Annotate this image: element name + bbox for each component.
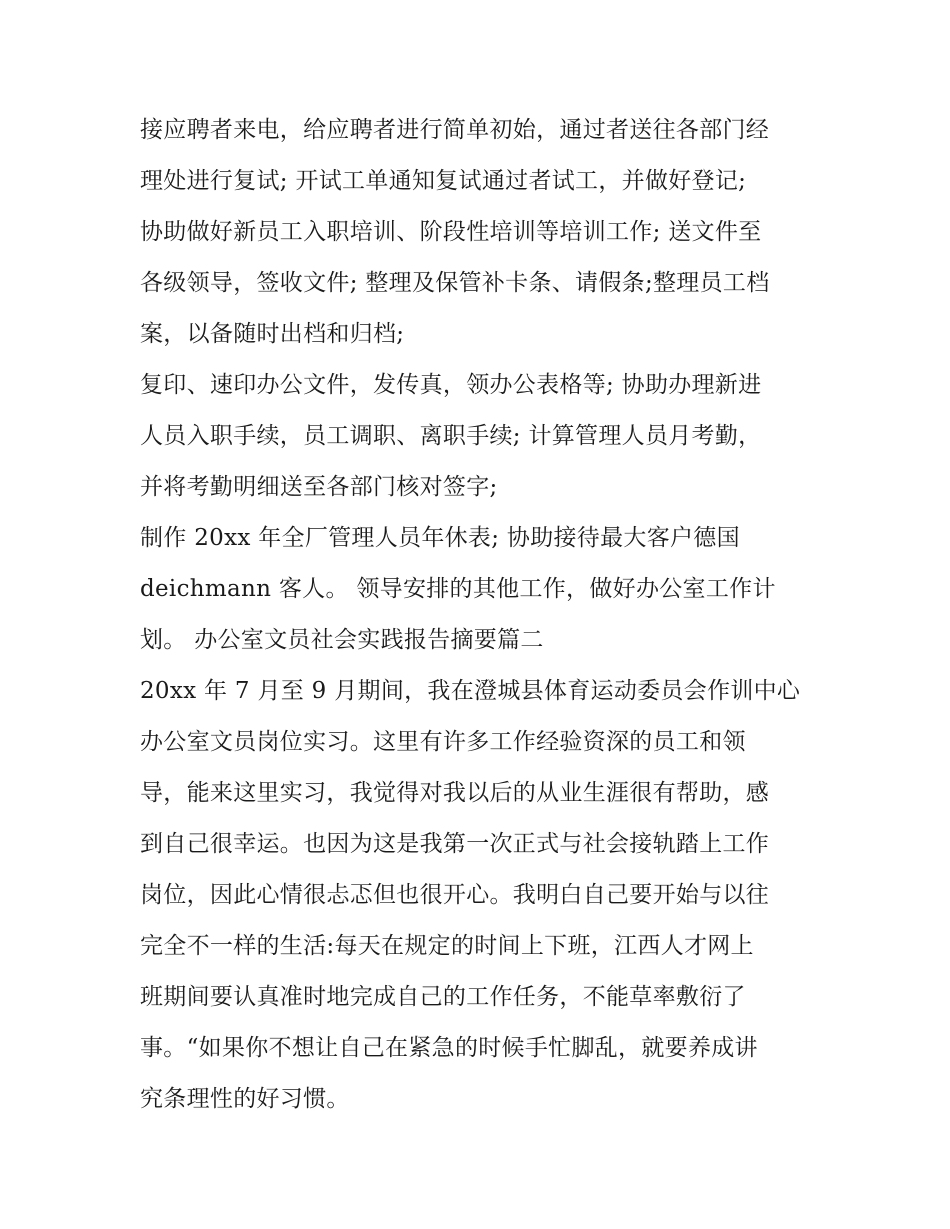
text-line: 制作 20xx 年全厂管理人员年休表; 协助接待最大客户德国: [140, 525, 740, 551]
text-line: 班期间要认真准时地完成自己的工作任务，不能草率敷衍了: [140, 984, 746, 1010]
text-line: 导，能来这里实习，我觉得对我以后的从业生涯很有帮助，感: [140, 780, 770, 806]
text-line: deichmann 客人。 领导安排的其他工作，做好办公室工作计: [140, 576, 776, 602]
text-line: 划。 办公室文员社会实践报告摘要篇二: [140, 627, 544, 653]
text-line: 20xx 年 7 月至 9 月期间，我在澄城县体育运动委员会作训中心: [140, 678, 801, 704]
text-line: 复印、速印办公文件，发传真，领办公表格等; 协助办理新进: [140, 372, 762, 398]
text-line: 究条理性的好习惯。: [140, 1086, 350, 1112]
text-line: 岗位，因此心情很忐忑但也很开心。我明白自己要开始与以往: [140, 882, 770, 908]
text-line: 案，以备随时出档和归档;: [140, 321, 405, 347]
text-line: 各级领导，签收文件; 整理及保管补卡条、请假条;整理员工档: [140, 270, 770, 296]
text-line: 协助做好新员工入职培训、阶段性培训等培训工作; 送文件至: [140, 219, 762, 245]
text-line: 人员入职手续，员工调职、离职手续; 计算管理人员月考勤，: [140, 423, 762, 449]
text-line: 并将考勤明细送至各部门核对签字;: [140, 474, 498, 500]
text-line: 办公室文员岗位实习。这里有许多工作经验资深的员工和领: [140, 729, 746, 755]
text-line: 接应聘者来电，给应聘者进行简单初始，通过者送往各部门经: [140, 117, 770, 143]
text-line: 完全不一样的生活:每天在规定的时间上下班，江西人才网上: [140, 933, 754, 959]
text-line: 事。“如果你不想让自己在紧急的时候手忙脚乱，就要养成讲: [140, 1035, 758, 1061]
body-text: [140, 105, 820, 1125]
text-line: 理处进行复试; 开试工单通知复试通过者试工，并做好登记;: [140, 168, 747, 194]
text-line: 到自己很幸运。也因为这是我第一次正式与社会接轨踏上工作: [140, 831, 770, 857]
